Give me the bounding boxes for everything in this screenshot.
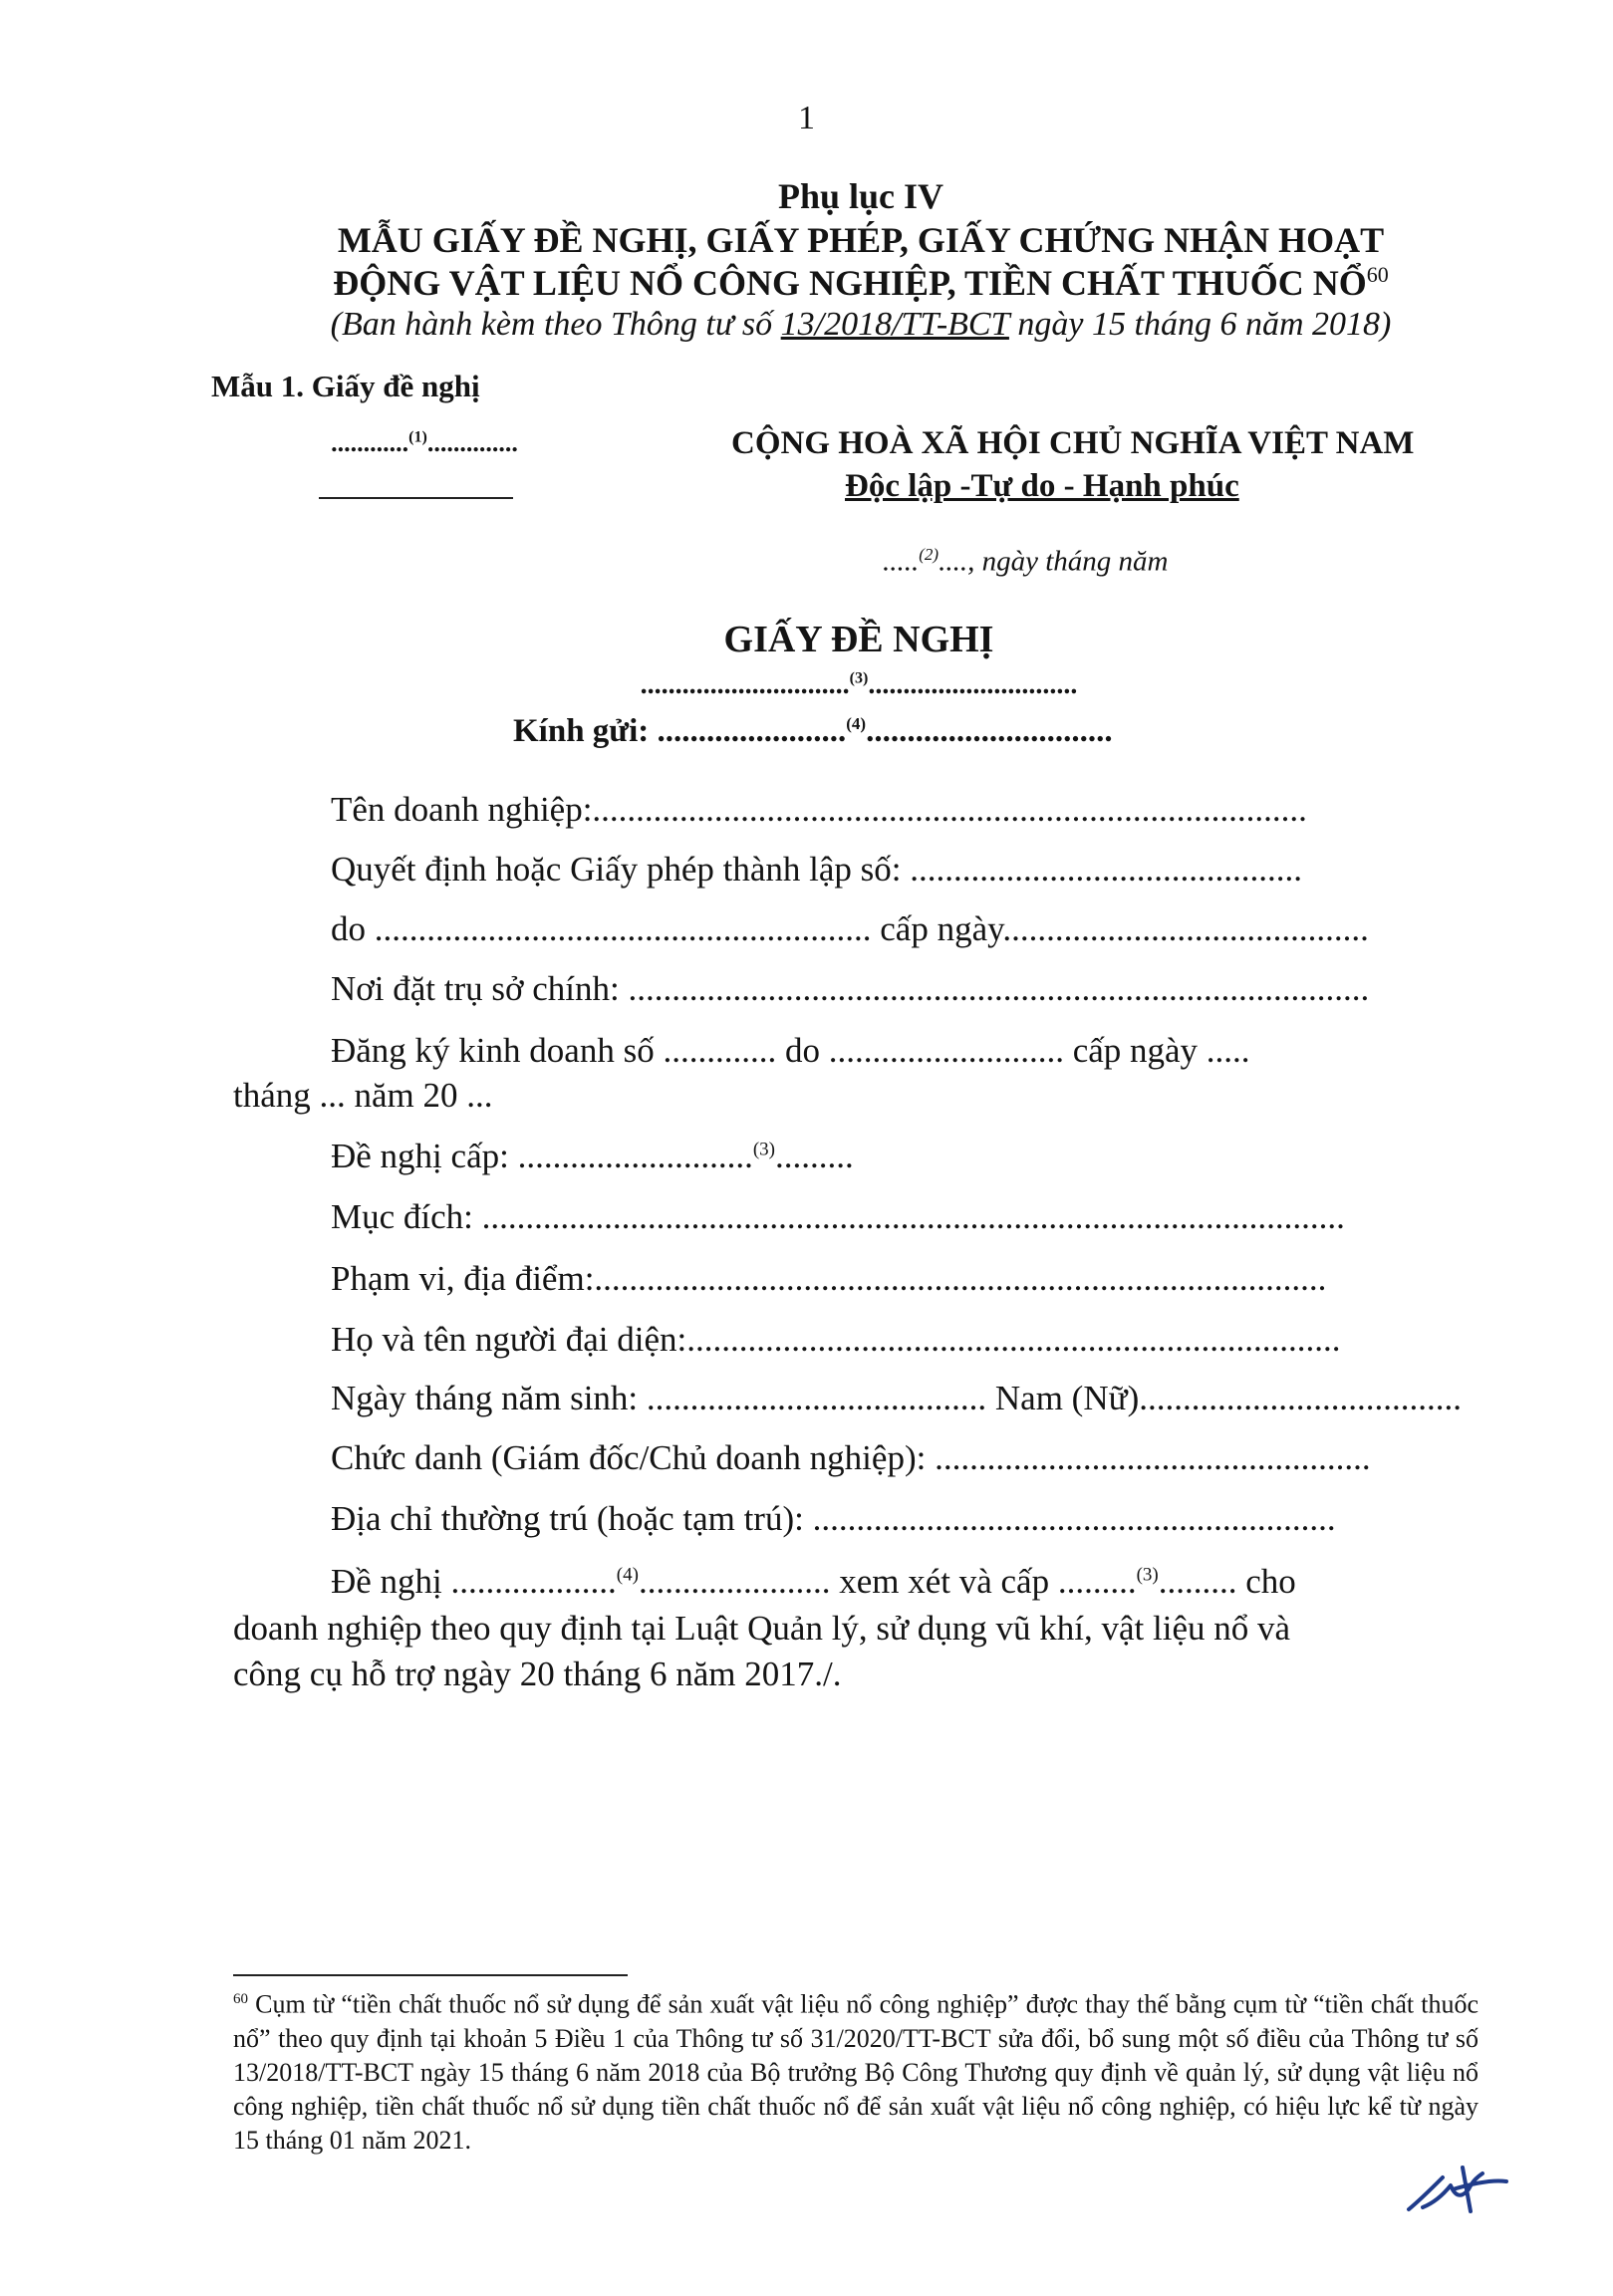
field-business-reg: Đăng ký kinh doanh số ............. do ........................... cấp ngày ..... xyxy=(331,1031,1250,1070)
field-business-reg-cont: tháng ... năm 20 ... xyxy=(233,1076,493,1115)
date-line xyxy=(883,545,1168,579)
heading-line-1: MẪU GIẤY ĐỀ NGHỊ, GIẤY PHÉP, GIẤY CHỨNG NHẬN HOẠT xyxy=(337,220,1385,260)
subject-note: (3) xyxy=(849,669,869,687)
organization-placeholder xyxy=(295,428,554,458)
footnote-text: Cụm từ “tiền chất thuốc nổ sử dụng để sản xuất vật liệu nổ công nghiệp” được thay thế bằng cụm từ “tiền chất thuốc nổ” theo quy định tại khoản 5 Điều 1 của Thông tư số 31/2020/TT-BCT sửa đổi, bổ sung một số điều của Thông tư số 13/2018/TT-BCT ngày 15 tháng 6 năm 2018 của Bộ trưởng Bộ Công Thương quy định về quản lý, sử dụng vật liệu nổ công nghiệp, tiền chất thuốc nổ sử dụng tiền chất thuốc nổ để sản xuất vật liệu nổ công nghiệp, có hiệu lực kể từ ngày 15 tháng 01 năm 2021. xyxy=(233,1989,1479,2155)
recipient-note: (4) xyxy=(846,714,867,733)
field-proposal-cont-2: công cụ hỗ trợ ngày 20 tháng 6 năm 2017./. xyxy=(233,1655,842,1693)
field-head-office: Nơi đặt trụ sở chính: ..................................................................................... xyxy=(331,969,1370,1008)
request-type-suffix: ......... xyxy=(774,1137,854,1175)
issued-prefix: (Ban hành kèm theo Thông tư số xyxy=(330,306,781,343)
signature-initials xyxy=(1403,2160,1512,2229)
issued-note xyxy=(0,306,1613,344)
issued-circular-no: 13/2018/TT-BCT xyxy=(780,306,1009,343)
field-proposal xyxy=(331,1562,1296,1602)
issued-suffix: ngày 15 tháng 6 năm 2018) xyxy=(1008,306,1392,343)
date-suffix: ...., ngày tháng năm xyxy=(939,545,1169,578)
date-note: (2) xyxy=(919,545,940,564)
heading-line-2 xyxy=(0,262,1613,304)
org-note: (1) xyxy=(408,428,427,446)
recipient-prefix: Kính gửi: xyxy=(513,713,658,749)
field-position: Chức danh (Giám đốc/Chủ doanh nghiệp): .................................................. xyxy=(331,1438,1371,1477)
org-placeholder-right: .............. xyxy=(426,428,518,457)
proposal-note-2: (3) xyxy=(1136,1564,1159,1586)
date-prefix: ..... xyxy=(883,545,920,578)
proposal-part-1: Đề nghị ................... xyxy=(331,1562,617,1601)
field-decision-no: Quyết định hoặc Giấy phép thành lập số: ............................................. xyxy=(331,850,1303,889)
field-purpose: Mục đích: ................................................................................................... xyxy=(331,1197,1345,1236)
organization-rule xyxy=(319,497,513,499)
proposal-part-2: ...................... xem xét và cấp ......... xyxy=(638,1562,1137,1601)
document-subject xyxy=(0,669,1613,701)
request-type-note: (3) xyxy=(752,1139,775,1160)
org-placeholder-left: ............ xyxy=(331,428,409,457)
heading-footnote-ref: 60 xyxy=(1366,262,1389,287)
field-proposal-cont-1: doanh nghiệp theo quy định tại Luật Quản lý, sử dụng vũ khí, vật liệu nổ và xyxy=(233,1609,1291,1648)
field-issued-by: do ......................................................... cấp ngày.......................................... xyxy=(331,909,1369,948)
field-scope: Phạm vi, địa điểm:.................................................................................... xyxy=(331,1259,1327,1298)
footnote xyxy=(233,1982,1479,2158)
page-number: 1 xyxy=(798,100,815,136)
field-company-name: Tên doanh nghiệp:.................................................................................. xyxy=(331,790,1307,829)
nation-title: CỘNG HOÀ XÃ HỘI CHỦ NGHĨA VIỆT NAM xyxy=(731,425,1415,461)
recipient-right: .............................. xyxy=(866,713,1113,749)
proposal-part-3: ......... cho xyxy=(1158,1562,1296,1601)
subject-left: .............................. xyxy=(640,669,850,700)
recipient-left: ....................... xyxy=(657,713,847,749)
recipient-line xyxy=(513,713,1113,750)
footnote-ref: 60 xyxy=(233,1991,248,2007)
field-birth-date: Ngày tháng năm sinh: ....................................... Nam (Nữ)..................................... xyxy=(331,1379,1462,1417)
footnote-rule xyxy=(233,1974,628,1976)
request-type-prefix: Đề nghị cấp: ........................... xyxy=(331,1137,753,1175)
document-title: GIẤY ĐỀ NGHỊ xyxy=(723,619,994,660)
nation-motto: Độc lập -Tự do - Hạnh phúc xyxy=(845,468,1239,504)
heading-line-2-text: ĐỘNG VẬT LIỆU NỔ CÔNG NGHIỆP, TIỀN CHẤT THUỐC NỔ xyxy=(333,263,1367,303)
appendix-title: Phụ lục IV xyxy=(777,176,944,216)
subject-right: .............................. xyxy=(868,669,1078,700)
field-request-type xyxy=(331,1137,854,1176)
form-label: Mẫu 1. Giấy đề nghị xyxy=(211,369,480,403)
field-representative: Họ và tên người đại diện:........................................................................... xyxy=(331,1320,1341,1359)
proposal-note-1: (4) xyxy=(616,1564,639,1586)
field-residence: Địa chỉ thường trú (hoặc tạm trú): ............................................................ xyxy=(331,1499,1336,1538)
